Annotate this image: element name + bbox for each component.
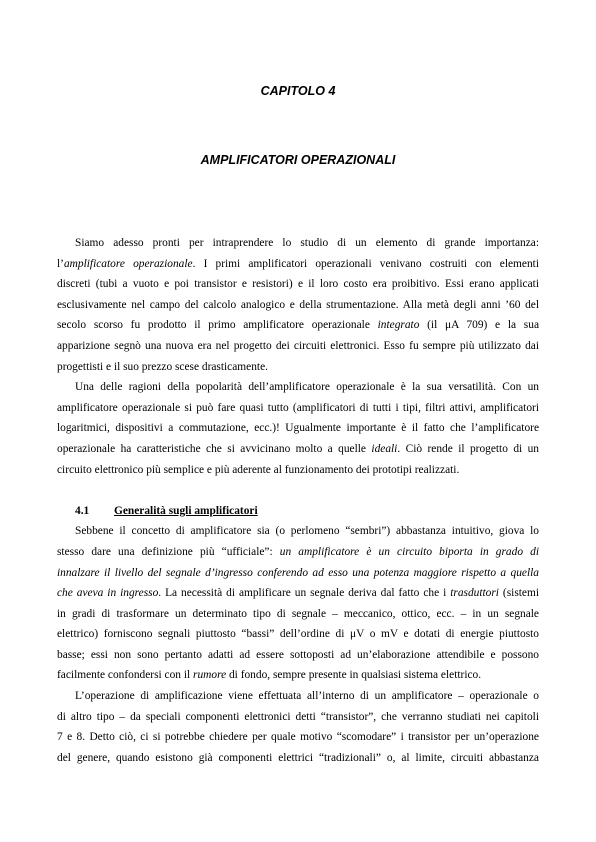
text-line <box>57 315 539 336</box>
emphasis-term: integrato <box>377 319 420 332</box>
emphasis-definition: un amplificatore è un circuito biporta in grado di <box>279 545 539 558</box>
paragraph-versatility <box>57 377 539 480</box>
text-line: apparizione segnò una nuova era nel progetto dei circuiti elettronici. Esso fu sempre più utilizzato dai <box>57 339 539 352</box>
emphasis-term: rumore <box>193 669 227 682</box>
text-line: basse; essi non sono pertanto adatti ad essere sottoposti ad un’elaborazione attendibile e possono <box>57 648 539 661</box>
section-heading <box>57 501 539 522</box>
emphasis-term: ideali <box>371 442 398 455</box>
emphasis-definition: innalzare il livello del segnale d’ingresso conferendo ad esso una potenza maggiore rispetto a quella <box>57 566 539 579</box>
emphasis-term: trasduttori <box>450 587 499 600</box>
text-span: (sistemi <box>498 587 539 600</box>
text-line: 7 e 8. Detto ciò, ci si potrebbe chiedere per quale motivo “scomodare” i transistor per un’operazione <box>57 731 539 744</box>
text-line: in gradi di trasformare un determinato tipo di segnale – meccanico, ottico, ecc. – in un segnale <box>57 607 539 620</box>
text-span: . La necessità di amplificare un segnale deriva dal fatto che i <box>158 587 451 600</box>
text-line: di altro tipo – da speciali componenti elettronici detti “transistor”, che verranno studiati nei capitoli <box>57 710 539 723</box>
text-line: logaritmici, dispositivi a commutazione, ecc.)! Ugualmente importante è il fatto che l’amplificatore <box>57 422 539 435</box>
text-line <box>57 542 539 563</box>
section-title: Generalità sugli amplificatori <box>114 504 258 517</box>
section-number: 4.1 <box>75 504 90 517</box>
paragraph-definition <box>57 521 539 686</box>
text-line: L’operazione di amplificazione viene effettuata all’interno di un amplificatore – operazionale o <box>75 690 539 703</box>
chapter-title: AMPLIFICATORI OPERAZIONALI <box>200 153 396 167</box>
text-span: di fondo, sempre presente in qualsiasi sistema elettrico. <box>226 669 482 682</box>
text-span: l’ <box>57 257 64 270</box>
text-line: Siamo adesso pronti per intraprendere lo studio di un elemento di grande importanza: <box>75 237 539 249</box>
text-line: amplificatore operazionale si può fare quasi tutto (amplificatori di tutti i tipi, filtri attivi, amplificatori <box>57 401 539 414</box>
text-span: facilmente confondersi con il <box>57 669 194 682</box>
text-line <box>57 254 539 275</box>
text-line: circuito elettronico più semplice e più aderente al funzionamento dei prototipi realizzati. <box>57 463 460 476</box>
text-line <box>57 563 539 584</box>
paragraph-intro <box>57 233 539 377</box>
emphasis-definition: che aveva in ingresso <box>57 587 159 600</box>
text-line <box>57 583 539 604</box>
text-span: secolo scorso fu prodotto il primo amplificatore operazionale <box>57 319 378 332</box>
text-line: esclusivamente nel campo del calcolo analogico e della strumentazione. Alla metà degli anni ’60 del <box>57 298 539 311</box>
text-line: elettrico) forniscono segnali piuttosto “bassi” dell’ordine di μV o mV e dotati di energie piuttosto <box>57 628 539 641</box>
text-line <box>57 665 539 686</box>
text-span: (il μA 709) e la sua <box>419 319 539 332</box>
text-span: operazionale ha caratteristiche che si avvicinano molto a quelle <box>57 442 372 455</box>
chapter-label: CAPITOLO 4 <box>260 84 336 98</box>
text-span: . Ciò rende il progetto di un <box>397 442 539 455</box>
spacer <box>57 480 539 501</box>
text-line: Una delle ragioni della popolarità dell’amplificatore operazionale è la sua versatilità. Con un <box>75 381 539 394</box>
text-line: discreti (tubi a vuoto e poi transistor e resistori) e il loro costo era proibitivo. Essi erano applicati <box>57 278 539 291</box>
document-body <box>57 233 539 768</box>
text-span: . I primi amplificatori operazionali venivano costruiti con elementi <box>192 257 540 270</box>
emphasis-term: amplificatore operazionale <box>63 257 193 270</box>
text-line <box>57 439 539 460</box>
text-line: Sebbene il concetto di amplificatore sia (o perlomeno “sembri”) abbastanza intuitivo, giova lo <box>75 525 539 538</box>
paragraph-transistor <box>57 686 539 768</box>
text-line: del genere, quando esistono già componenti elettrici “tradizionali” o, al limite, circuiti abbastanza <box>57 751 539 764</box>
text-span: stesso dare una definizione più “ufficiale”: <box>57 545 280 558</box>
text-line: progettisti e il suo prezzo scese drasticamente. <box>57 360 268 373</box>
